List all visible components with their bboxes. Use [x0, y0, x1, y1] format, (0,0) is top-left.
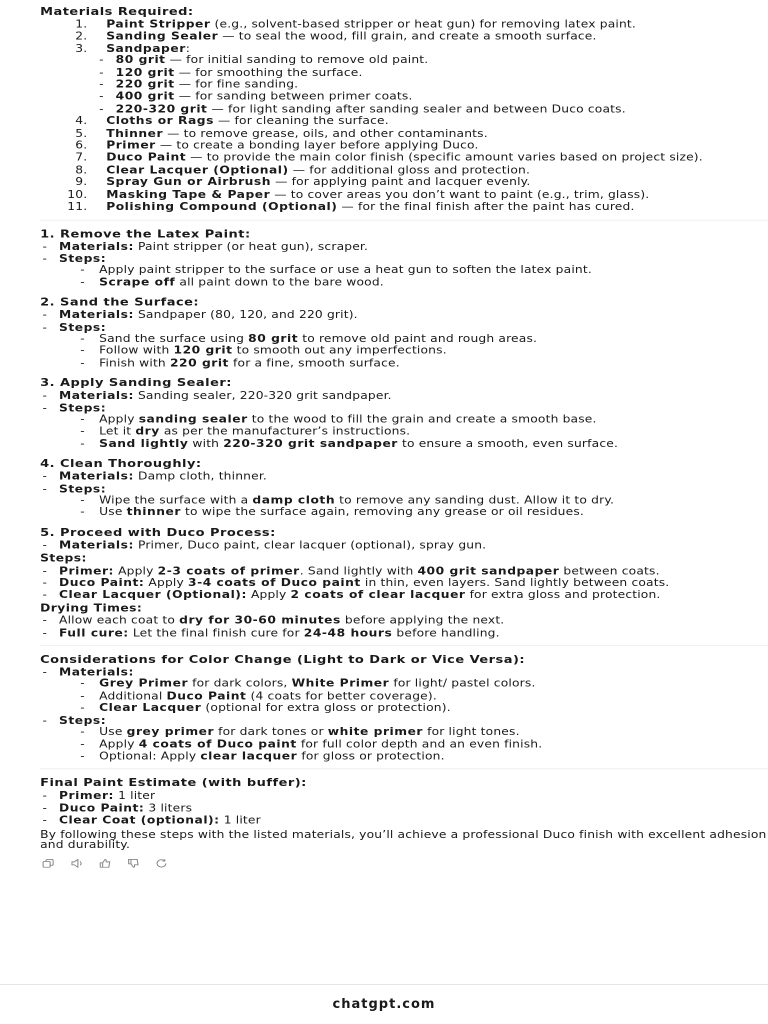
section-sand-list	[40, 310, 768, 368]
list-item: - Materials: Primer, Duco paint, clear lacquer (optional), spray gun.	[40, 541, 768, 551]
list-item: - Apply sanding sealer to the wood to fill the grain and create a smooth base.	[59, 415, 768, 425]
list-item: 3. Sandpaper: - 80 grit — for initial sanding to remove old paint. - 120 grit — for smoothing the surface. - 220 grit — for fine sanding. - 400 grit — for sanding between primer coats. - 220-320 grit — for light sanding after sanding sealer and between Duco coats.	[40, 44, 768, 114]
closing-paragraph: By following these steps with the listed materials, you’ll achieve a professional Duco finish with excellent adhesion and durability.	[40, 828, 767, 851]
estimate-list	[40, 791, 768, 826]
item-number: 10.	[67, 188, 88, 201]
list-item: - Full cure: Let the final finish cure for 24-48 hours before handling.	[40, 628, 768, 638]
drying-times-subheading: Drying Times:	[40, 602, 143, 615]
list-item: - Apply 4 coats of Duco paint for full color depth and an even finish.	[59, 739, 768, 749]
list-item: - Steps: - Use grey primer for dark tones or white primer for light tones. - Apply 4 coats of Duco paint for full color depth and an even finish. - Optional: Apply clear lacquer for gloss or protection.	[40, 716, 768, 762]
list-item: - Materials: Paint stripper (or heat gun), scraper.	[40, 242, 768, 252]
sub-list-item: - 220 grit — for fine sanding.	[106, 80, 768, 90]
list-item: - Sand the surface using 80 grit to remove old paint and rough areas.	[59, 334, 768, 344]
divider	[40, 769, 768, 770]
item-number: 2.	[75, 30, 88, 43]
list-item: - Primer: Apply 2-3 coats of primer. Sand lightly with 400 grit sandpaper between coats.	[40, 566, 768, 576]
list-item: - Primer: 1 liter	[40, 791, 768, 801]
drying-times-list	[40, 616, 768, 638]
section-duco-materials	[40, 541, 768, 551]
list-item: 8. Clear Lacquer (Optional) — for additional gloss and protection.	[40, 165, 768, 175]
item-number: 3.	[75, 43, 88, 55]
sub-list-item: - 220-320 grit — for light sanding after sanding sealer and between Duco coats.	[106, 104, 768, 114]
list-item: - Materials: Damp cloth, thinner.	[40, 472, 768, 482]
list-item: - Use thinner to wipe the surface again, removing any grease or oil residues.	[59, 508, 768, 518]
section-sand-heading: 2. Sand the Surface:	[40, 295, 200, 309]
list-item: - Sand lightly with 220-320 grit sandpaper to ensure a smooth, even surface.	[59, 439, 768, 449]
list-item: - Steps: - Sand the surface using 80 grit to remove old paint and rough areas. - Follow with 120 grit to smooth out any imperfections. - Finish with 220 grit for a fine, smooth surface.	[40, 323, 768, 369]
list-item: - Steps: - Wipe the surface with a damp cloth to remove any sanding dust. Allow it to dry. - Use thinner to wipe the surface again, removing any grease or oil residues.	[40, 484, 768, 518]
list-item: 9. Spray Gun or Airbrush — for applying paint and lacquer evenly.	[40, 178, 768, 188]
section-sealer-heading: 3. Apply Sanding Sealer:	[40, 376, 232, 390]
list-item: 2. Sanding Sealer — to seal the wood, fill grain, and create a smooth surface.	[40, 32, 768, 42]
divider	[40, 219, 768, 220]
item-number: 7.	[75, 152, 88, 164]
list-item: - Clear Lacquer (optional for extra gloss or protection).	[59, 704, 768, 714]
list-item: - Finish with 220 grit for a fine, smooth surface.	[59, 358, 768, 368]
list-item: - Steps: - Apply paint stripper to the surface or use a heat gun to soften the latex paint. - Scrape off all paint down to the bare wood.	[40, 254, 768, 288]
materials-list	[40, 20, 768, 213]
list-item: - Clear Coat (optional): 1 liter	[40, 816, 768, 826]
steps-subheading: Steps:	[40, 552, 87, 565]
list-item: - Let it dry as per the manufacturer’s instructions.	[59, 427, 768, 437]
message-actions	[40, 858, 768, 868]
item-number: 9.	[75, 176, 88, 189]
list-item: - Apply paint stripper to the surface or use a heat gun to soften the latex paint.	[59, 265, 768, 275]
list-item: 5. Thinner — to remove grease, oils, and other contaminants.	[40, 129, 768, 139]
list-item: - Duco Paint: 3 liters	[40, 803, 768, 813]
footer-domain: chatgpt.com	[0, 984, 768, 1024]
list-item: - Materials: Sanding sealer, 220-320 grit sandpaper.	[40, 391, 768, 401]
section-color-heading: Considerations for Color Change (Light to Dark or Vice Versa):	[40, 653, 526, 666]
materials-heading: Materials Required:	[40, 4, 194, 18]
section-clean-list	[40, 472, 768, 518]
section-remove-list	[40, 242, 768, 288]
regenerate-icon[interactable]	[153, 858, 170, 868]
item-number: 5.	[75, 127, 88, 140]
section-estimate-heading: Final Paint Estimate (with buffer):	[40, 776, 307, 790]
list-item: 6. Primer — to create a bonding layer before applying Duco.	[40, 141, 768, 151]
thumbs-down-icon[interactable]	[125, 858, 142, 868]
sub-list-item: - 400 grit — for sanding between primer coats.	[106, 92, 768, 102]
list-item: - Clear Lacquer (Optional): Apply 2 coats of clear lacquer for extra gloss and protection.	[40, 590, 768, 600]
list-item: - Follow with 120 grit to smooth out any imperfections.	[59, 346, 768, 356]
sub-list-item: - 80 grit — for initial sanding to remove old paint.	[106, 55, 768, 65]
section-duco-heading: 5. Proceed with Duco Process:	[40, 525, 276, 539]
sub-list-item: - 120 grit — for smoothing the surface.	[106, 68, 768, 78]
section-remove-heading: 1. Remove the Latex Paint:	[40, 227, 251, 240]
list-item: - Materials: Sandpaper (80, 120, and 220 grit).	[40, 310, 768, 320]
divider	[40, 645, 768, 646]
list-item: - Duco Paint: Apply 3-4 coats of Duco paint in thin, even layers. Sand lightly between coats.	[40, 578, 768, 588]
list-item: 10. Masking Tape & Paper — to cover areas you don’t want to paint (e.g., trim, glass).	[40, 190, 768, 200]
list-item: - Steps: - Apply sanding sealer to the wood to fill the grain and create a smooth base. - Let it dry as per the manufacturer’s instructions. - Sand lightly with 220-320 grit sandpaper to ensure a smooth, even surface.	[40, 403, 768, 449]
item-number: 4.	[75, 115, 88, 128]
list-item: - Use grey primer for dark tones or white primer for light tones.	[59, 727, 768, 737]
thumbs-up-icon[interactable]	[97, 858, 114, 868]
speaker-icon[interactable]	[68, 858, 85, 868]
list-item: - Allow each coat to dry for 30-60 minutes before applying the next.	[40, 616, 768, 626]
item-number: 11.	[67, 201, 88, 213]
section-color-list	[40, 668, 768, 762]
item-number: 6.	[75, 139, 88, 152]
list-item: - Optional: Apply clear lacquer for gloss or protection.	[59, 751, 768, 761]
section-duco-steps	[40, 566, 768, 601]
list-item: 4. Cloths or Rags — for cleaning the surface.	[40, 116, 768, 126]
list-item: 1. Paint Stripper (e.g., solvent-based stripper or heat gun) for removing latex paint.	[40, 20, 768, 30]
list-item: - Additional Duco Paint (4 coats for better coverage).	[59, 691, 768, 701]
item-number: 1.	[75, 18, 88, 31]
section-clean-heading: 4. Clean Thoroughly:	[40, 457, 202, 471]
list-item: 11. Polishing Compound (Optional) — for the final finish after the paint has cured.	[40, 202, 768, 212]
list-item: - Scrape off all paint down to the bare wood.	[59, 277, 768, 287]
list-item: - Wipe the surface with a damp cloth to remove any sanding dust. Allow it to dry.	[59, 495, 768, 505]
section-sealer-list	[40, 391, 768, 449]
copy-icon[interactable]	[40, 858, 57, 868]
item-number: 8.	[75, 164, 88, 177]
list-item: 7. Duco Paint — to provide the main color finish (specific amount varies based on project size).	[40, 153, 768, 163]
list-item: - Materials: - Grey Primer for dark colors, White Primer for light/ pastel colors. - Additional Duco Paint (4 coats for better coverage). - Clear Lacquer (optional for extra gloss or protection).	[40, 668, 768, 714]
list-item: - Grey Primer for dark colors, White Primer for light/ pastel colors.	[59, 679, 768, 689]
